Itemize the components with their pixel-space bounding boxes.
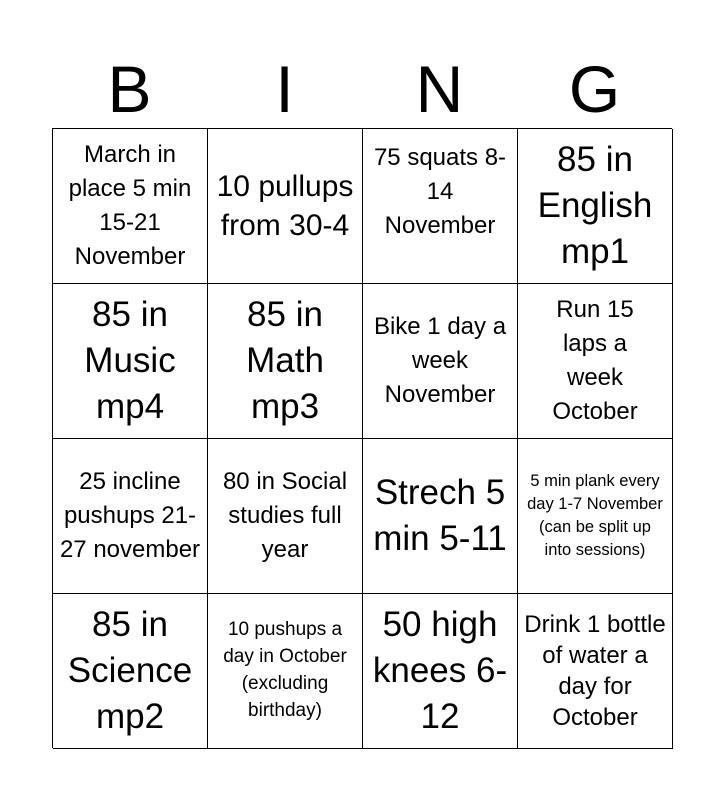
bingo-cell — [518, 439, 673, 594]
header-letter-n: N — [415, 52, 464, 126]
bingo-cell — [208, 594, 363, 749]
cell-text: Bike 1 day a week November — [373, 312, 507, 409]
cell-text: 25 incline pushups 21-27 november — [59, 467, 201, 564]
bingo-cell — [53, 439, 208, 594]
cell-text: 80 in Social studies full year — [222, 467, 348, 564]
cell-text: 50 high knees 6-12 — [372, 604, 508, 737]
cell-text: March in place 5 min 15-21 November — [68, 140, 192, 271]
header-letter-b: B — [107, 52, 152, 126]
cell-text: Run 15 laps a week October — [552, 295, 638, 426]
bingo-cell — [363, 439, 518, 594]
header-letter-g: G — [568, 52, 621, 126]
bingo-cell — [208, 129, 363, 284]
bingo-header — [52, 50, 672, 128]
bingo-cell — [363, 284, 518, 439]
bingo-cell — [53, 594, 208, 749]
bingo-grid — [52, 128, 672, 748]
cell-text: 85 in Math mp3 — [246, 294, 324, 427]
cell-text: 85 in English mp1 — [537, 139, 653, 272]
bingo-cell — [53, 284, 208, 439]
cell-text: 85 in Science mp2 — [67, 604, 193, 737]
cell-text: 85 in Music mp4 — [84, 294, 176, 427]
cell-text: 5 min plank every day 1-7 November (can be split up into sessions) — [527, 471, 663, 560]
bingo-cell — [518, 284, 673, 439]
bingo-cell — [208, 284, 363, 439]
bingo-cell — [208, 439, 363, 594]
cell-text: Strech 5 min 5-11 — [373, 472, 507, 558]
bingo-cell — [363, 129, 518, 284]
cell-text: 75 squats 8-14 November — [373, 144, 507, 240]
header-letter-i: I — [275, 52, 294, 126]
cell-text: 10 pushups a day in October (excluding birthday) — [223, 619, 347, 721]
bingo-cell — [53, 129, 208, 284]
cell-text: 10 pullups from 30-4 — [216, 170, 354, 242]
bingo-cell — [363, 594, 518, 749]
bingo-cell — [518, 129, 673, 284]
bingo-cell — [518, 594, 673, 749]
cell-text: Drink 1 bottle of water a day for October — [524, 610, 666, 732]
